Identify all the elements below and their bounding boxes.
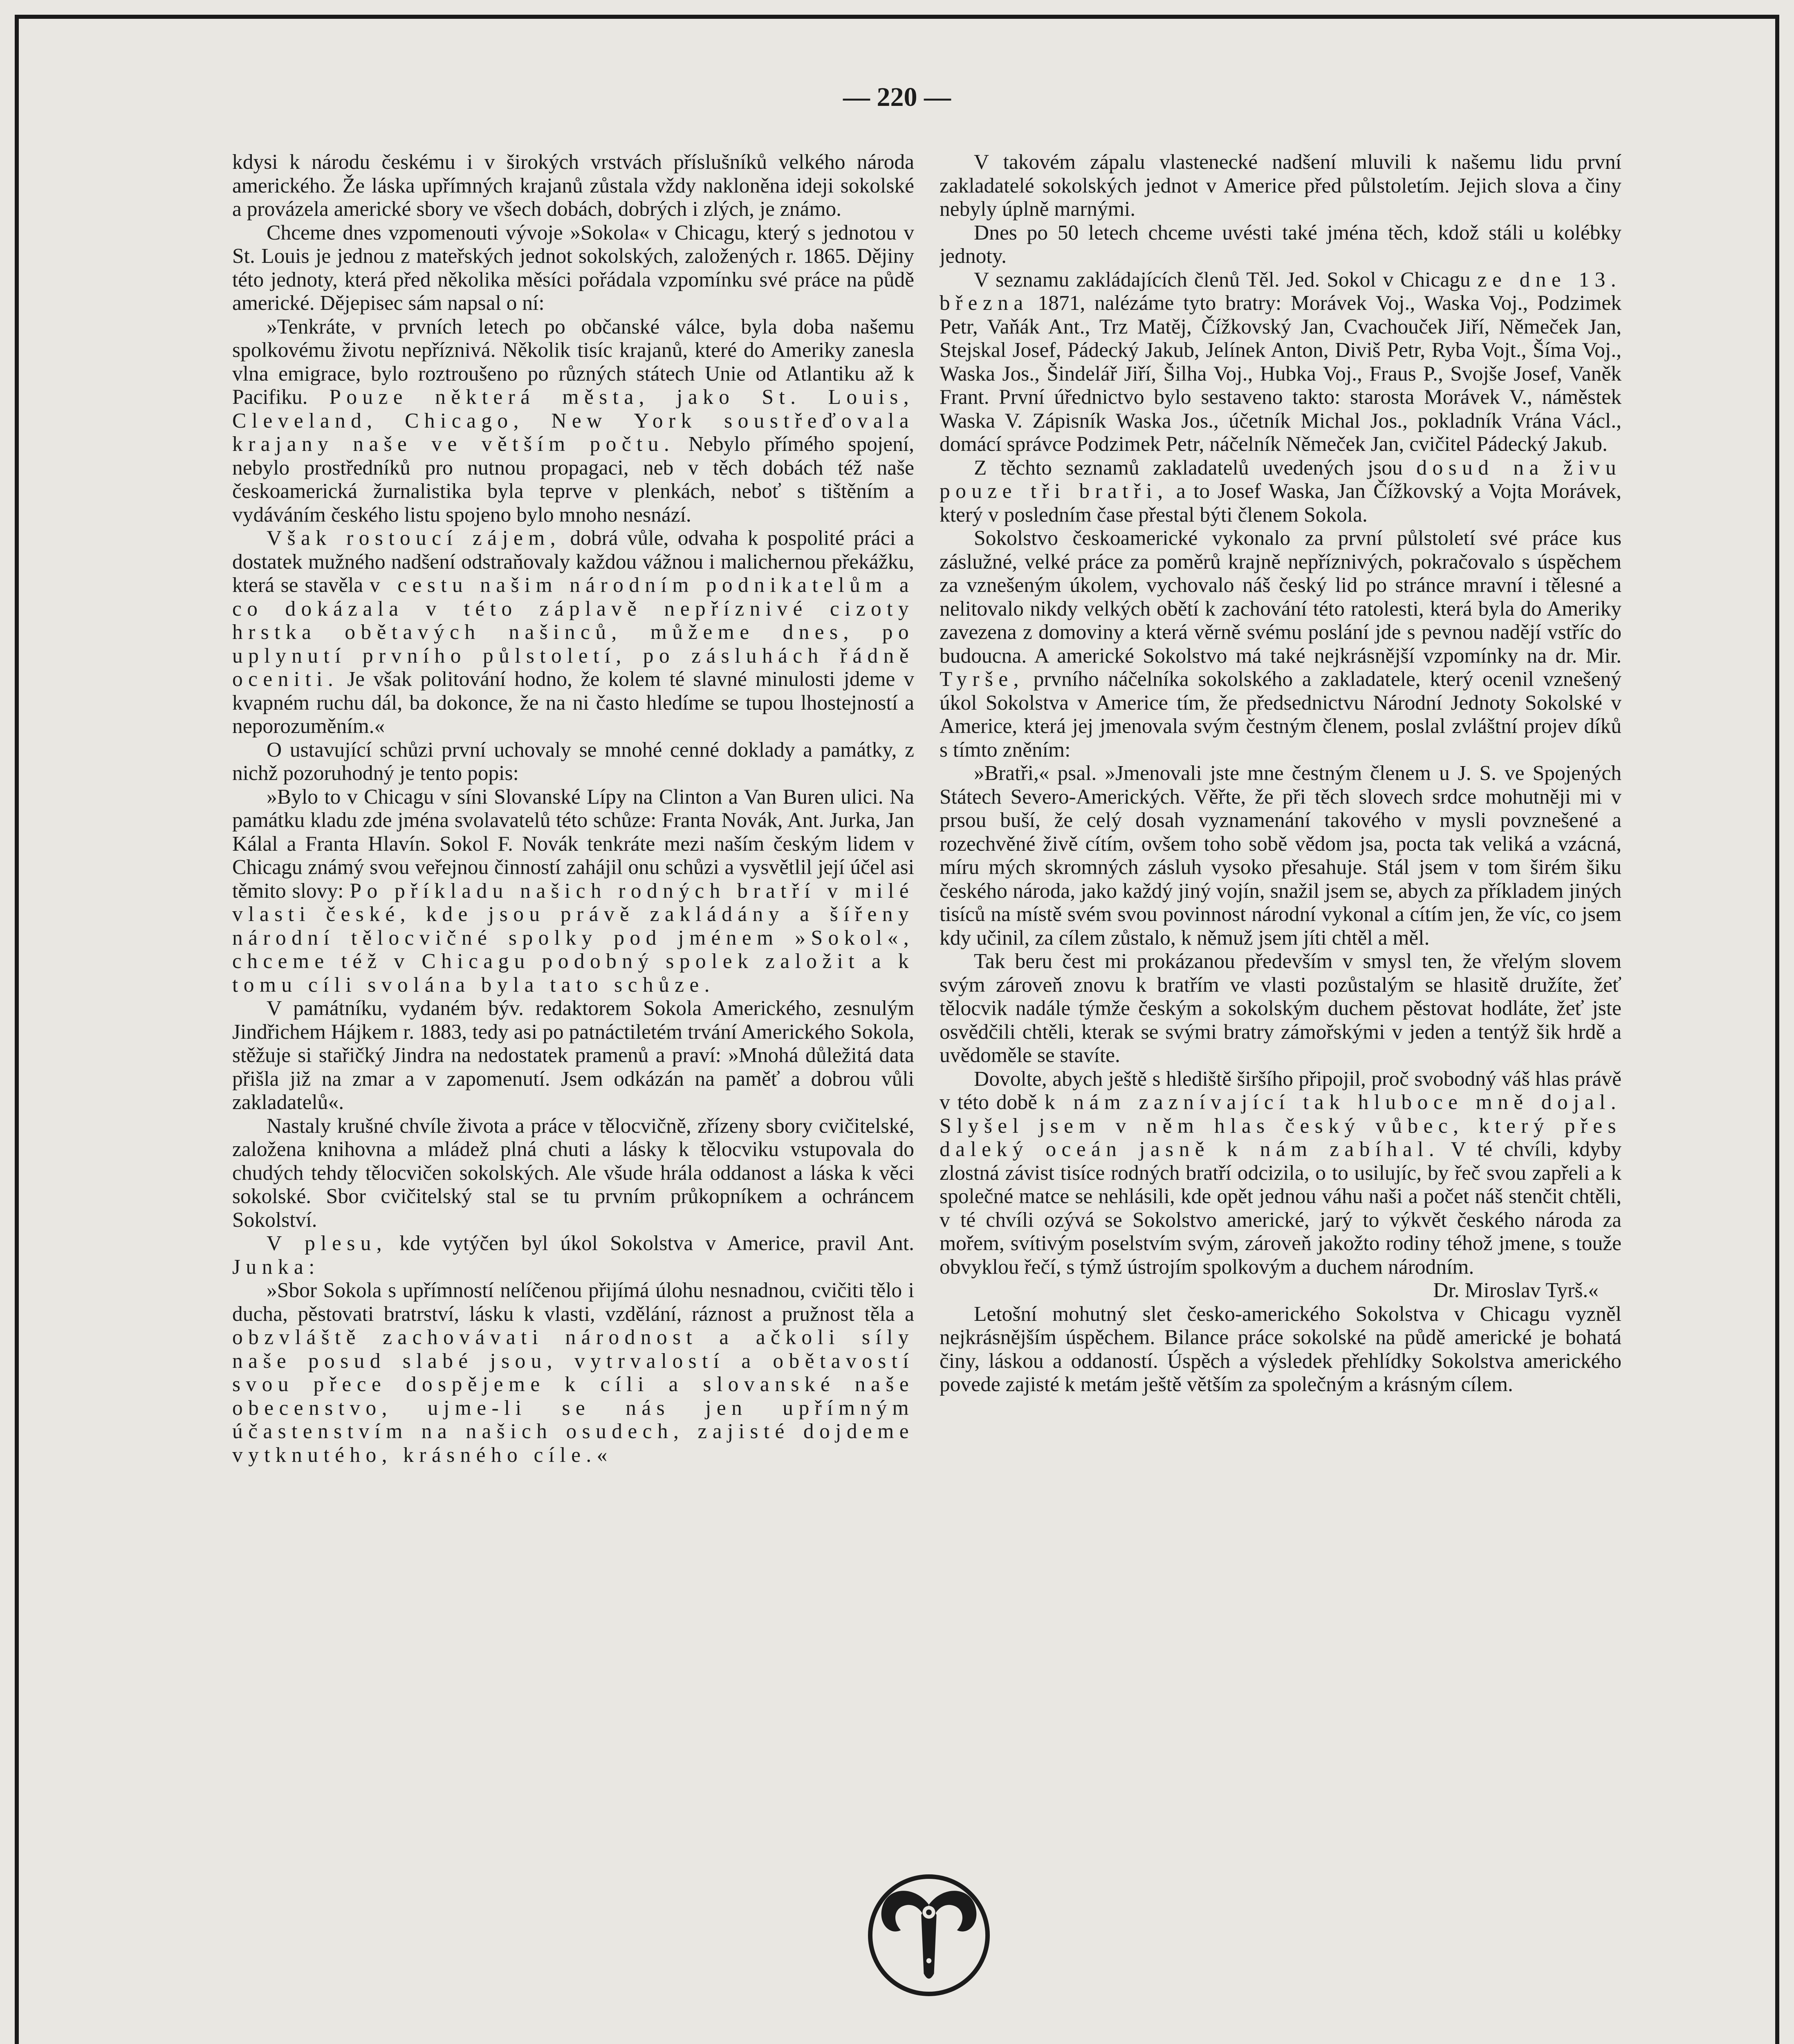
page-number: — 220 — bbox=[843, 82, 951, 112]
spaced-text: Pouze některá města, jako St. Louis, Cleveland, Chicago, New York soustřeďovala krajany naše ve větším počtu. bbox=[232, 385, 914, 456]
paragraph bbox=[232, 527, 914, 738]
paragraph bbox=[232, 1279, 914, 1467]
text-run: »Tenkráte, v prvních letech po občanské válce, byla doba našemu spolkovému životu nepříznivá. Několik tisíc krajanů, které do Ameriky zanesla vlna emigrace, bylo roztroušeno po různých státech Unie od Atlantiku až k Pacifiku. bbox=[232, 315, 914, 409]
text-run: »Bylo to v Chicagu v síni Slovanské Lípy na Clinton a Van Buren ulici. Na památku kladu zde jména svolavatelů této schůze: Franta Novák, Ant. Jurka, Jan Kálal a Franta Hlavín. Sokol F. Novák tenkráte mezi naším českým lidem v Chicagu známý svou veřejnou činností zahájil onu schůzi a vysvětlil její účel asi těmito slovy: bbox=[232, 785, 914, 903]
text-run: Je však politování hodno, že kolem té slavné minulosti jdeme v kvapném ruchu dál, ba dokonce, že na ni často hledíme se tupou lhostejností a neporozuměním.« bbox=[232, 668, 914, 738]
paragraph bbox=[232, 315, 914, 527]
text-run: 1871, nalézáme tyto bratry: Morávek Voj., Waska Voj., Podzimek Petr, Vaňák Ant., Trz Matěj, Čížkovský Jan, Cvachouček Jiří, Němeček Jan, Stejskal Josef, Pádecký Jakub, Jelínek Anton, Diviš Petr, Ryba Vojt., Šíma Voj., Waska Jos., Šindelář Jiří, Šilha Voj., Hubka Voj., Fraus P., Svojše Josef, Vaněk Frant. První úřednictvo bylo sestaveno takto: starosta Morávek V., náměstek Waska V. Zápisník Waska Jos., účetník Michal Jos., pokladník Vrána Václ., domácí správce Podzimek Petr, náčelník Němeček Jan, cvičitel Pádecký Jakub. bbox=[940, 291, 1621, 456]
text-run: Dovolte, abych ještě s hlediště širšího připojil, proč svobodný váš hlas právě v této době bbox=[940, 1067, 1621, 1114]
right-column bbox=[940, 150, 1621, 1822]
text-run: V seznamu zakládajících členů Těl. Jed. Sokol v Chicagu bbox=[974, 268, 1471, 291]
spaced-text: Však rostoucí zájem, bbox=[267, 527, 561, 550]
text-run: V té chvíli, kdyby zlostná závist tisíce rodných bratří odcizila, o to usilujíc, by řeč svou zapřeli a k společné matce se nehlásili, kde opět jednou váhu naši a počet náš stenčit chtěli, v té chvíli ozývá se Sokolstvo americké, jarý to výkvět českého národa za mořem, svítivým poselstvím svým, zároveň jakožto rodiny téhož jmene, s touže obvyklou řečí, s týmž ústrojím spolkovým a duchem národním. bbox=[940, 1138, 1621, 1279]
paragraph: Dnes po 50 letech chceme uvésti také jména těch, kdož stáli u kolébky jednoty. bbox=[940, 221, 1621, 268]
paragraph bbox=[232, 785, 914, 997]
text-run: kde vytýčen byl úkol Sokolstva v Americe, pravil Ant. bbox=[399, 1232, 914, 1255]
spaced-text: v cestu našim národním podnikatelům a co dokázala v této záplavě nepříznivé cizoty hrstka obětavých našinců, můžeme dnes, po uplynutí prvního půlstoletí, po zásluhách řádně oceniti. bbox=[232, 574, 914, 691]
text-run: a to Josef Waska, Jan Čížkovský a Vojta Morávek, který v posledním čase přestal býti členem Sokola. bbox=[940, 480, 1621, 527]
signature: Dr. Miroslav Tyrš.« bbox=[1433, 1279, 1599, 1302]
text-run: Z těchto seznamů zakladatelů uvedených jsou bbox=[974, 456, 1403, 480]
spaced-text: Junka: bbox=[232, 1255, 320, 1279]
spaced-text: dosud na živu pouze tři bratři, bbox=[940, 456, 1621, 503]
paragraph bbox=[940, 1067, 1621, 1279]
spaced-text: ze dne 13. března bbox=[940, 268, 1621, 315]
text-run: Nebylo přímého spojení, nebylo prostředníků pro nutnou propagaci, neb v těch dobách též naše českoamerická žurnalistika byla teprve v plenkách, neboť s tištěním a vydáváním českého listu spojeno bylo mnoho nesnází. bbox=[232, 433, 914, 527]
paragraph: Chceme dnes vzpomenouti vývoje »Sokola« v Chicagu, který s jednotou v St. Louis je jednou z mateřských jednot sokolských, založených r. 1865. Dějiny této jednoty, která před několika měsíci pořádala vzpomínku své práce na půdě americké. Dějepisec sám napsal o ní: bbox=[232, 221, 914, 315]
spaced-text: k nám zaznívající tak hluboce mně dojal. Slyšel jsem v něm hlas český vůbec, který přes daleký oceán jasně k nám zabíhal. bbox=[940, 1091, 1621, 1161]
text-run: dobrá vůle, odvaha k pospolité práci a dostatek mužného nadšení odstraňovaly každou vážnou i malichernou překážku, která se stavěla bbox=[232, 527, 914, 597]
sokol-emblem-icon bbox=[865, 1871, 993, 1999]
paragraph bbox=[940, 527, 1621, 762]
paragraph: O ustavující schůzi první uchovaly se mnohé cenné doklady a památky, z nichž pozoruhodný je tento popis: bbox=[232, 738, 914, 785]
text-run: »Sbor Sokola s upřímností nelíčenou přijímá úlohu nesnadnou, cvičiti tělo i ducha, pěstovati bratrství, lásku k vlasti, vzdělání, ráznost a pružnost těla a bbox=[232, 1279, 914, 1326]
left-column bbox=[232, 150, 914, 1822]
paragraph: V takovém zápalu vlastenecké nadšení mluvili k našemu lidu první zakladatelé sokolských jednot v Americe před půlstoletím. Jejich slova a činy nebyly úplně marnými. bbox=[940, 150, 1621, 221]
spaced-text: Po příkladu našich rodných bratří v milé vlasti české, kde jsou právě zakládány a šířeny národní tělocvičné spolky pod jménem »Sokol«, chceme též v Chicagu podobný spolek založit a k tomu cíli svolána byla tato schůze. bbox=[232, 879, 914, 997]
spaced-text: obzvláště zachovávati národnost a ačkoli síly naše posud slabé jsou, vytrvalostí a obětavostí svou přece dospějeme k cíli a slovanské naše obecenstvo, ujme-li se nás jen upřímným účastenstvím na našich osudech, zajisté dojdeme vytknutého, krásného cíle.« bbox=[232, 1326, 914, 1467]
paragraph bbox=[940, 268, 1621, 456]
paragraph: Nastaly krušné chvíle života a práce v tělocvičně, zřízeny sbory cvičitelské, založena knihovna a mládež plná chuti a lásky k tělocviku vstupovala do chudých tehdy tělocvičen sokolských. Ale všude hrála oddanost a láska k věci sokolské. Sbor cvičitelský stal se tu prvním průkopníkem a ochráncem Sokolství. bbox=[232, 1114, 914, 1232]
spaced-text: V plesu, bbox=[267, 1232, 388, 1255]
paragraph bbox=[232, 1232, 914, 1279]
paragraph: V památníku, vydaném býv. redaktorem Sokola Amerického, zesnulým Jindřichem Hájkem r. 1883, tedy asi po patnáctiletém trvání Amerického Sokola, stěžuje si stařičký Jindra na nedostatek pramenů a praví: »Mnohá důležitá data přišla již na zmar a v zapomenutí. Jsem odkázán na paměť a dobrou vůli zakladatelů«. bbox=[232, 997, 914, 1114]
text-run: Sokolstvo českoamerické vykonalo za první půlstoletí své práce kus záslužné, velké práce za poměrů krajně nepříznivých, pokračovalo s úspěchem za vznešeným úkolem, vychovalo náš český lid po stránce mravní i tělesné a nelitovalo nikdy velkých obětí k zachování této ratolesti, která byla do Ameriky zavezena z domoviny a která věrně svému poslání jde s pevnou nadějí vstříc do budoucna. A americké Sokolstvo má také nejkrásnější vzpomínky na dr. Mir. bbox=[940, 527, 1621, 668]
text-run: prvního náčelníka sokolského a zakladatele, který ocenil vznešený úkol Sokolstva v Americe tím, že předsednictvu Národní Jednoty Sokolské v Americe, která jej jmenovala svým čestným členem, poslal zvláštní projev díků s tímto zněním: bbox=[940, 668, 1621, 762]
paragraph: »Bratři,« psal. »Jmenovali jste mne čestným členem u J. S. ve Spojených Státech Severo-Amerických. Věřte, že při těch slovech srdce mohutněji mi v prsou buší, že celý dosah vyznamenání takového v mysli povznešené a rozechvěné živě cítím, ovšem toho sobě vědom jsa, pocta tak veliká a vzácná, míru mých skromných zásluh vysoko přesahuje. Stál jsem v tom širém šiku českého národa, jako každý jiný vojín, snažil jsem se, abych za příkladem jiných tisíců na místě svém svou povinnost národní vykonal a cítím jen, že víc, co jsem kdy učinil, za cílem zůstalo, k němuž jsem jíti chtěl a měl. bbox=[940, 762, 1621, 950]
paragraph bbox=[940, 456, 1621, 527]
spaced-text: Tyrše, bbox=[940, 668, 1024, 691]
paragraph: Tak beru čest mi prokázanou především v smysl ten, že vřelým slovem svým zároveň znovu k bratřím ve vlasti pozůstalým se hlasitě družíte, žeť tělocvik nadále týmže českým a sokolským duchem pěstovat hodláte, žeť jste osvědčili chtěli, kterak se svými bratry zámořskými v jeden a tentýž šik hrdě a uvědoměle se stavíte. bbox=[940, 950, 1621, 1067]
paragraph: kdysi k národu českému i v širokých vrstvách příslušníků velkého národa amerického. Že láska upřímných krajanů zůstala vždy nakloněna ideji sokolské a provázela americké sbory ve všech dobách, dobrých i zlých, je známo. bbox=[232, 150, 914, 221]
paragraph: Letošní mohutný slet česko-amerického Sokolstva v Chicagu vyzněl nejkrásnějším úspěchem. Bilance práce sokolské na půdě americké je bohatá činy, láskou a oddaností. Úspěch a výsledek přehlídky Sokolstva amerického povede zajisté k metám ještě větším za společným a krásným cílem. bbox=[940, 1302, 1621, 1396]
